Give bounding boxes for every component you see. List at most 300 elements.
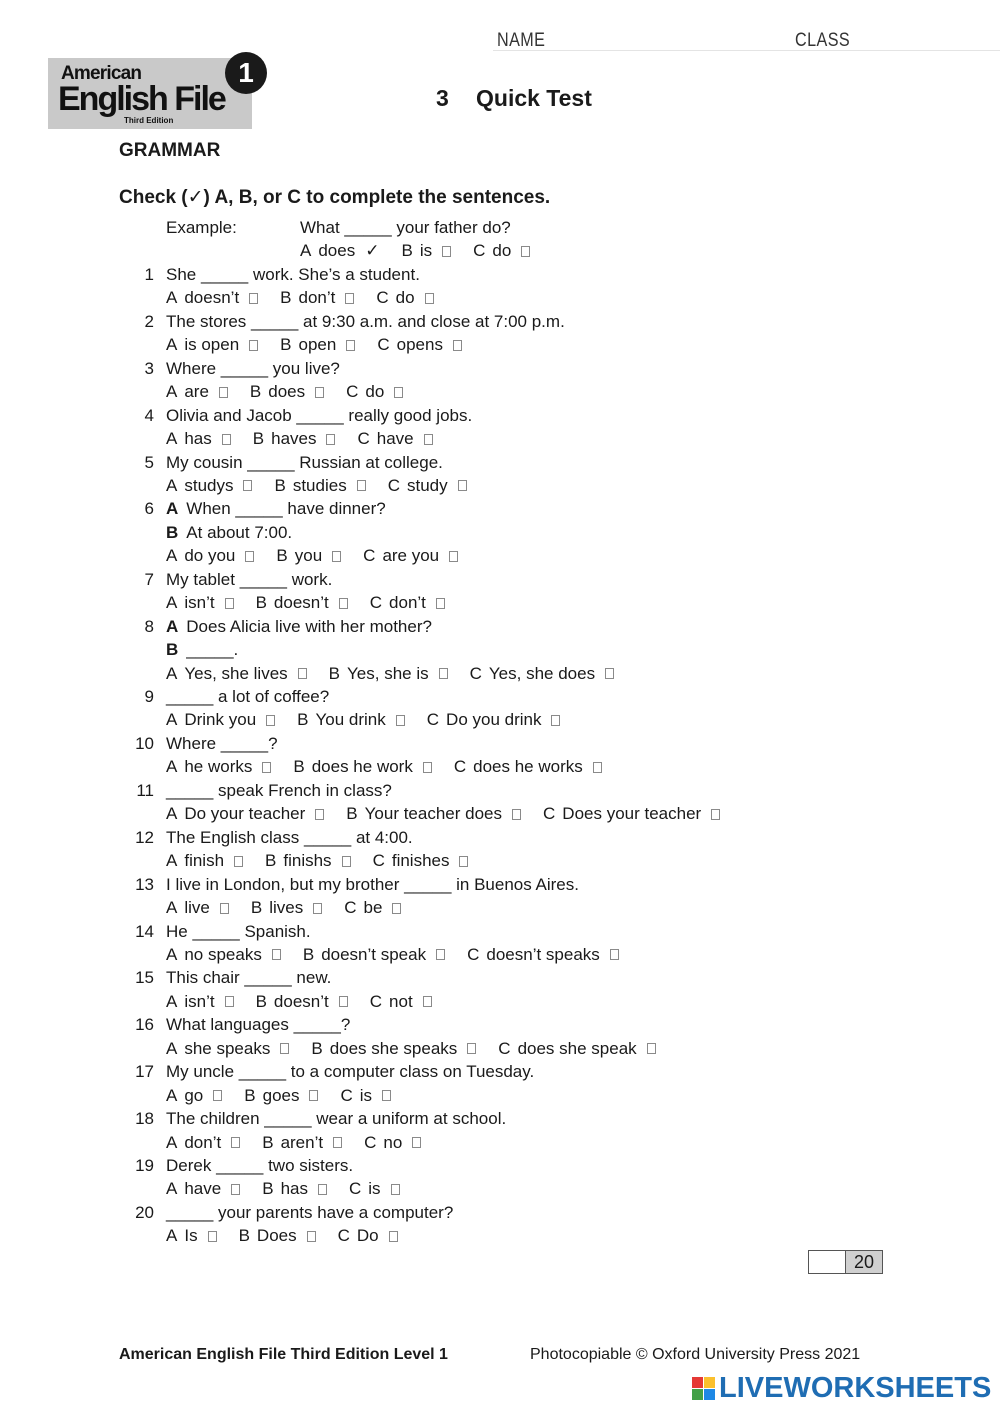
- option-text: finish: [184, 851, 225, 871]
- question-text: [135, 921, 311, 942]
- answer-option[interactable]: [370, 992, 432, 1012]
- option-text: you: [294, 546, 323, 566]
- question-text: [135, 1015, 351, 1035]
- option-letter: C: [426, 710, 440, 730]
- option-letter: B: [244, 1085, 256, 1105]
- checkbox[interactable]: [449, 551, 458, 562]
- option-letter: A: [166, 1132, 178, 1152]
- option-text: no speaks: [184, 944, 262, 964]
- checkbox[interactable]: [315, 387, 324, 398]
- option-letter: A: [166, 991, 178, 1011]
- example-option: [401, 241, 451, 261]
- option-text: Do: [356, 1226, 379, 1246]
- checkbox[interactable]: [458, 480, 467, 491]
- answer-option[interactable]: [346, 382, 403, 402]
- checkbox[interactable]: [412, 1137, 421, 1148]
- option-letter: B: [401, 241, 413, 261]
- checkbox[interactable]: [225, 996, 234, 1007]
- option-letter: B: [255, 593, 267, 613]
- answer-option[interactable]: [297, 710, 405, 730]
- answer-options: [166, 1039, 678, 1059]
- option-text: is open: [184, 335, 240, 355]
- checkbox[interactable]: [208, 1231, 217, 1242]
- question-number: 1: [144, 264, 154, 284]
- checkbox[interactable]: [272, 949, 281, 960]
- checkbox[interactable]: [425, 293, 434, 304]
- option-text: have: [184, 1179, 222, 1199]
- option-text: not: [389, 991, 413, 1011]
- option-text: live: [184, 898, 210, 918]
- question-number: 3: [144, 358, 154, 378]
- answer-option[interactable]: [166, 476, 252, 496]
- option-text: Yes, she is: [347, 663, 429, 683]
- answer-option[interactable]: [166, 898, 229, 918]
- logo-square: [704, 1377, 715, 1388]
- checkbox[interactable]: [453, 340, 462, 351]
- option-text: do: [492, 241, 512, 261]
- option-text: isn’t: [184, 593, 215, 613]
- option-text: open: [298, 335, 337, 355]
- answer-option[interactable]: [376, 288, 433, 308]
- checkbox[interactable]: [391, 1184, 400, 1195]
- question-text: [144, 452, 443, 473]
- question-text: [135, 733, 278, 754]
- answer-option[interactable]: [166, 945, 281, 965]
- answer-option[interactable]: [166, 1133, 240, 1153]
- name-label: NAME: [497, 30, 546, 51]
- example-option: [473, 241, 530, 261]
- answer-option[interactable]: [251, 898, 322, 918]
- checkbox[interactable]: [467, 1043, 476, 1054]
- question-sentence: _____ a lot of coffee?: [166, 687, 330, 706]
- checkbox[interactable]: [315, 809, 324, 820]
- answer-option[interactable]: [311, 1039, 476, 1059]
- answer-option[interactable]: [377, 335, 462, 355]
- checkbox[interactable]: [266, 715, 275, 726]
- option-letter: C: [369, 593, 383, 613]
- answer-option[interactable]: [344, 898, 401, 918]
- option-letter: B: [280, 335, 292, 355]
- checkbox[interactable]: [231, 1184, 240, 1195]
- option-text: lives: [269, 898, 304, 918]
- question-sentence: _____ your parents have a computer?: [166, 1202, 454, 1222]
- answer-option[interactable]: [166, 1086, 222, 1106]
- answer-option[interactable]: [166, 288, 258, 308]
- option-text: does she speak: [517, 1038, 637, 1058]
- option-letter: A: [166, 382, 178, 402]
- checkbox[interactable]: [389, 1231, 398, 1242]
- liveworksheets-text: LIVEWORKSHEETS: [719, 1372, 992, 1404]
- option-letter: C: [363, 546, 376, 566]
- checkbox[interactable]: [423, 996, 432, 1007]
- checkbox[interactable]: [220, 903, 229, 914]
- option-letter: B: [311, 1038, 323, 1058]
- checkbox[interactable]: [345, 293, 354, 304]
- checkbox[interactable]: [396, 715, 405, 726]
- question-sentence: My cousin _____ Russian at college.: [166, 452, 443, 472]
- checkbox[interactable]: [610, 949, 619, 960]
- answer-options: [166, 1179, 422, 1199]
- option-letter: C: [357, 429, 370, 449]
- checkbox[interactable]: [551, 715, 560, 726]
- question-sentence: Derek _____ two sisters.: [166, 1156, 354, 1175]
- checkbox: [521, 246, 530, 257]
- option-text: doesn’t: [184, 288, 240, 308]
- option-text: do you: [184, 546, 236, 566]
- option-letter: A: [166, 804, 178, 824]
- logo-line-2: English File: [58, 80, 225, 118]
- option-letter: C: [387, 475, 400, 495]
- answer-option[interactable]: [256, 992, 348, 1012]
- checkbox[interactable]: [309, 1090, 318, 1101]
- checkbox[interactable]: [647, 1043, 656, 1054]
- liveworksheets-logo-icon: [692, 1377, 715, 1400]
- check-mark-icon: ✓: [365, 241, 380, 261]
- answer-option[interactable]: [340, 1086, 391, 1106]
- option-text: doesn’t: [273, 593, 329, 613]
- option-letter: C: [369, 991, 383, 1011]
- option-letter: C: [467, 944, 480, 964]
- option-text: aren’t: [280, 1132, 324, 1152]
- option-letter: A: [166, 1038, 178, 1058]
- answer-option[interactable]: [329, 664, 448, 684]
- answer-option[interactable]: [256, 593, 348, 613]
- checkbox[interactable]: [346, 340, 355, 351]
- question-sentence: When _____ have dinner?: [186, 499, 386, 519]
- question-sentence: What languages _____?: [166, 1015, 351, 1035]
- checkbox[interactable]: [593, 762, 602, 773]
- checkbox[interactable]: [711, 809, 720, 820]
- option-letter: C: [372, 851, 385, 871]
- answer-options: [166, 757, 624, 777]
- option-letter: A: [166, 1085, 178, 1105]
- checkbox[interactable]: [231, 1137, 240, 1148]
- checkbox[interactable]: [382, 1090, 391, 1101]
- liveworksheets-brand[interactable]: [692, 1372, 991, 1405]
- question-number: 19: [135, 1156, 154, 1175]
- checkbox[interactable]: [262, 762, 271, 773]
- checkbox[interactable]: [339, 996, 348, 1007]
- logo-square: [692, 1389, 703, 1400]
- footer-copyright: Photocopiable © Oxford University Press 2021: [530, 1346, 861, 1363]
- answer-option[interactable]: [262, 1179, 327, 1199]
- question-text: [135, 827, 413, 848]
- answer-option[interactable]: [265, 851, 351, 871]
- answer-option[interactable]: [346, 804, 521, 824]
- option-text: Drink you: [184, 710, 257, 730]
- question-number: 2: [144, 311, 154, 331]
- checkbox[interactable]: [243, 480, 252, 491]
- answer-option[interactable]: [166, 664, 307, 684]
- question-sentence: _____ speak French in class?: [166, 780, 392, 800]
- answer-options: [166, 898, 423, 918]
- answer-options: [166, 546, 480, 566]
- header-divider: [493, 50, 1000, 51]
- answer-option[interactable]: [364, 1133, 421, 1153]
- question-number: 10: [135, 733, 154, 753]
- option-letter: B: [262, 1179, 274, 1199]
- checkbox[interactable]: [219, 387, 228, 398]
- answer-option[interactable]: [293, 757, 431, 777]
- answer-option[interactable]: [244, 1086, 318, 1106]
- question-number: 14: [135, 921, 154, 941]
- answer-option[interactable]: [166, 1179, 240, 1199]
- option-letter: C: [498, 1038, 511, 1058]
- option-letter: A: [166, 335, 178, 355]
- answer-option[interactable]: [363, 546, 458, 566]
- question-number: 4: [144, 405, 154, 425]
- checkbox[interactable]: [436, 949, 445, 960]
- answer-options: [166, 288, 456, 308]
- answer-option[interactable]: [357, 429, 432, 449]
- checkbox[interactable]: [332, 551, 341, 562]
- checkbox[interactable]: [512, 809, 521, 820]
- answer-option[interactable]: [274, 476, 365, 496]
- question-number: 12: [135, 827, 154, 847]
- checkbox[interactable]: [394, 387, 403, 398]
- answer-option[interactable]: [166, 593, 234, 613]
- option-letter: B: [249, 382, 262, 402]
- class-label: CLASS: [795, 30, 851, 51]
- checkbox[interactable]: [313, 903, 322, 914]
- answer-option[interactable]: [253, 429, 336, 449]
- answer-option[interactable]: [166, 1039, 289, 1059]
- question-text: [144, 499, 386, 519]
- checkbox[interactable]: [436, 598, 445, 609]
- option-letter: C: [337, 1226, 350, 1246]
- option-text: Does your teacher: [562, 804, 702, 824]
- option-letter: B: [265, 851, 277, 871]
- checkbox[interactable]: [307, 1231, 316, 1242]
- level-badge: 1: [225, 52, 267, 94]
- question-text: [135, 1202, 454, 1223]
- answer-option[interactable]: [349, 1179, 400, 1199]
- question-text: [144, 405, 473, 426]
- checkbox[interactable]: [318, 1184, 327, 1195]
- checkbox[interactable]: [245, 551, 254, 562]
- question-text: [135, 874, 579, 895]
- option-letter: C: [543, 804, 556, 824]
- checkbox[interactable]: [333, 1137, 342, 1148]
- option-text: is: [368, 1179, 381, 1199]
- answer-option[interactable]: [276, 546, 341, 566]
- option-letter: C: [469, 663, 482, 683]
- answer-options: [166, 992, 454, 1012]
- option-letter: C: [344, 898, 357, 918]
- example-options: [300, 241, 552, 261]
- option-text: no: [383, 1132, 403, 1152]
- question-sentence: Where _____?: [166, 733, 278, 753]
- option-letter: B: [238, 1226, 250, 1246]
- checkbox[interactable]: [357, 480, 366, 491]
- question-number: 6: [144, 499, 154, 519]
- checkbox[interactable]: [342, 856, 351, 867]
- option-text: Does: [256, 1226, 297, 1246]
- answer-option[interactable]: [543, 804, 720, 824]
- option-letter: A: [166, 663, 178, 683]
- option-letter: B: [302, 944, 315, 964]
- checkbox[interactable]: [392, 903, 401, 914]
- option-letter: B: [280, 288, 292, 308]
- option-text: does he work: [311, 757, 413, 777]
- option-text: don’t: [389, 593, 426, 613]
- checkbox[interactable]: [339, 598, 348, 609]
- checkbox[interactable]: [249, 293, 258, 304]
- question-text: [144, 311, 565, 332]
- checkbox[interactable]: [225, 598, 234, 609]
- question-text: [144, 358, 340, 379]
- answer-options: [166, 1226, 420, 1246]
- question-text: [135, 1109, 507, 1129]
- option-text: Is: [184, 1226, 198, 1246]
- checkbox[interactable]: [424, 434, 433, 445]
- answer-options: [166, 710, 582, 730]
- option-letter: A: [166, 757, 178, 777]
- option-text: do: [365, 382, 385, 402]
- answer-option[interactable]: [388, 476, 467, 496]
- question-sentence: Does Alicia live with her mother?: [186, 616, 432, 636]
- question-sentence: Olivia and Jacob _____ really good jobs.: [166, 405, 473, 425]
- option-text: studys: [184, 475, 234, 495]
- section-heading: GRAMMAR: [119, 140, 221, 161]
- option-text: go: [184, 1085, 204, 1105]
- option-text: opens: [396, 335, 443, 355]
- answer-option[interactable]: [338, 1226, 398, 1246]
- answer-options: [166, 593, 467, 613]
- checkbox[interactable]: [249, 340, 258, 351]
- question-number: 8: [144, 616, 154, 636]
- question-number: 7: [144, 569, 154, 589]
- checkbox[interactable]: [439, 668, 448, 679]
- option-letter: A: [166, 429, 178, 449]
- question-text: [144, 569, 333, 590]
- option-letter: C: [346, 382, 359, 402]
- checkbox[interactable]: [222, 434, 231, 445]
- option-letter: C: [377, 335, 390, 355]
- speaker-label: A: [166, 616, 179, 636]
- option-text: she speaks: [184, 1038, 271, 1058]
- instructions: Check (✓) A, B, or C to complete the sentences.: [119, 187, 551, 208]
- checkbox[interactable]: [423, 762, 432, 773]
- answer-options: [166, 851, 490, 871]
- question-sentence: At about 7:00.: [186, 522, 293, 542]
- checkbox[interactable]: [298, 668, 307, 679]
- question-sentence: Where _____ you live?: [166, 358, 340, 378]
- answer-option[interactable]: [166, 1226, 217, 1246]
- answer-option[interactable]: [370, 593, 445, 613]
- answer-option[interactable]: [303, 945, 445, 965]
- answer-option[interactable]: [166, 710, 275, 730]
- answer-options: [166, 382, 425, 402]
- answer-option[interactable]: [373, 851, 469, 871]
- answer-option[interactable]: [470, 664, 614, 684]
- answer-option[interactable]: [166, 335, 258, 355]
- option-letter: B: [274, 475, 286, 495]
- option-text: finishes: [391, 851, 450, 871]
- option-letter: A: [166, 898, 178, 918]
- option-text: has: [280, 1179, 308, 1199]
- answer-option[interactable]: [166, 429, 231, 449]
- question-number: 18: [135, 1109, 154, 1129]
- question-number: 11: [136, 780, 154, 800]
- option-text: does: [318, 241, 356, 261]
- answer-option[interactable]: [166, 992, 234, 1012]
- option-letter: A: [166, 288, 178, 308]
- checkbox: [442, 246, 451, 257]
- option-text: study: [406, 475, 448, 495]
- checkbox[interactable]: [280, 1043, 289, 1054]
- option-text: Your teacher does: [364, 804, 503, 824]
- answer-option[interactable]: [262, 1133, 342, 1153]
- option-letter: A: [166, 593, 178, 613]
- option-letter: B: [276, 546, 288, 566]
- answer-options: [166, 664, 636, 684]
- option-letter: B: [297, 710, 309, 730]
- option-text: do: [395, 288, 415, 308]
- question-sentence: She _____ work. She’s a student.: [166, 264, 420, 284]
- answer-option[interactable]: [250, 382, 324, 402]
- logo-line-1: American: [61, 63, 142, 84]
- answer-options: [166, 945, 641, 965]
- option-letter: B: [250, 898, 263, 918]
- question-text: [136, 780, 392, 801]
- answer-option[interactable]: [454, 757, 602, 777]
- option-text: is: [419, 241, 433, 261]
- answer-option[interactable]: [166, 851, 243, 871]
- question-text: [135, 1156, 354, 1176]
- answer-options: [166, 1133, 443, 1153]
- option-letter: A: [300, 241, 312, 261]
- answer-option[interactable]: [239, 1226, 316, 1246]
- option-text: are: [184, 382, 209, 402]
- option-letter: B: [346, 804, 358, 824]
- checkbox[interactable]: [326, 434, 335, 445]
- question-text: [144, 264, 420, 285]
- checkbox[interactable]: [605, 668, 614, 679]
- answer-option[interactable]: [166, 382, 228, 402]
- question-text: [144, 687, 330, 707]
- answer-option[interactable]: [280, 288, 354, 308]
- question-number: 16: [135, 1015, 154, 1035]
- option-letter: B: [262, 1132, 274, 1152]
- answer-option[interactable]: [427, 710, 561, 730]
- score-input[interactable]: [809, 1251, 846, 1273]
- checkbox[interactable]: [213, 1090, 222, 1101]
- logo-edition: Third Edition: [124, 116, 174, 125]
- option-letter: A: [166, 1179, 178, 1199]
- option-text: doesn’t speaks: [486, 944, 600, 964]
- checkbox[interactable]: [459, 856, 468, 867]
- question-text: [166, 640, 238, 660]
- footer-title: American English File Third Edition Level 1: [119, 1346, 448, 1363]
- answer-option[interactable]: [280, 335, 355, 355]
- question-sentence: I live in London, but my brother _____ in Buenos Aires.: [166, 874, 579, 894]
- answer-option[interactable]: [467, 945, 619, 965]
- example-sentence: What _____ your father do?: [300, 218, 511, 237]
- question-number: 17: [135, 1062, 154, 1082]
- checkbox[interactable]: [234, 856, 243, 867]
- answer-option[interactable]: [498, 1039, 655, 1059]
- answer-option[interactable]: [166, 546, 254, 566]
- option-letter: A: [166, 944, 178, 964]
- answer-option[interactable]: [166, 757, 271, 777]
- score-total: 20: [846, 1251, 882, 1273]
- speaker-label: A: [166, 499, 179, 519]
- answer-options: [166, 429, 455, 449]
- speaker-label: B: [166, 522, 179, 542]
- answer-option[interactable]: [166, 804, 324, 824]
- option-letter: A: [166, 710, 178, 730]
